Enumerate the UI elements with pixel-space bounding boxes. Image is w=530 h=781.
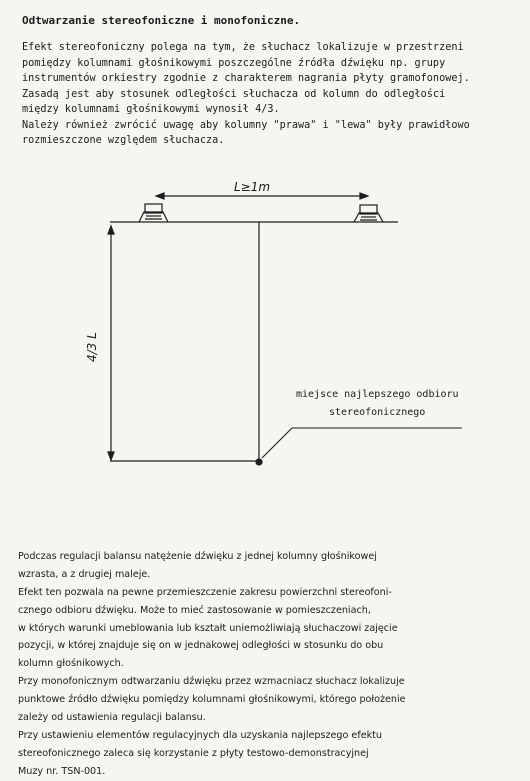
listening-spot-label: stereofonicznego <box>329 407 426 418</box>
lower-line: kolumn głośnikowych. <box>18 658 124 670</box>
right-speaker-icon <box>354 205 383 222</box>
listener-point <box>255 458 262 465</box>
lower-line: Podczas regulacji balansu natężenie dźwięku z jednej kolumny głośnikowej <box>18 551 377 562</box>
lower-line: wzrasta, a z drugiej maleje. <box>18 568 151 580</box>
lower-line: Muzy nr. TSN-001. <box>18 765 106 777</box>
lower-line: punktowe źródło dźwięku pomiędzy kolumnami głośnikowymi, którego położenie <box>18 694 406 706</box>
listening-spot-label: miejsce najlepszego odbioru <box>296 389 459 400</box>
intro-line: między kolumnami głośnikowymi wynosił 4/3. <box>22 104 280 115</box>
lower-line: pozycji, w której znajduje się on w jednakowej odległości w stosunku do obu <box>18 640 384 652</box>
intro-line: rozmieszczone względem słuchacza. <box>22 135 225 146</box>
lower-line: Przy ustawieniu elementów regulacyjnych dla uzyskania najlepszego efektu <box>18 729 383 741</box>
left-speaker-icon <box>139 204 168 222</box>
lower-line: w których warunki umeblowania lub kształt uniemożliwiają słuchaczowi zajęcie <box>18 622 398 634</box>
height-arrow <box>108 226 114 460</box>
lower-line: Przy monofonicznym odtwarzaniu dźwięku przez wzmacniacz słuchacz lokalizuje <box>18 676 405 688</box>
intro-line: Należy również zwrócić uwagę aby kolumny "prawa" i "lewa" były prawidłowo <box>22 119 470 131</box>
intro-line: instrumentów orkiestry zgodnie z charakterem nagrania płyty gramofonowej. <box>22 73 470 84</box>
lower-paragraph <box>18 548 406 781</box>
distance-label: L≥1m <box>234 180 271 194</box>
leader-line <box>262 428 462 458</box>
lower-line: cznego odbioru dźwięku. Może to mieć zastosowanie w pomieszczeniach, <box>18 604 371 616</box>
intro-line: Efekt stereofoniczny polega na tym, że słuchacz lokalizuje w przestrzeni <box>22 42 464 53</box>
height-label: 4/3 L <box>85 332 99 362</box>
page-title: Odtwarzanie stereofoniczne i monofoniczne. <box>22 14 301 27</box>
lower-line: zależy od ustawienia regulacji balansu. <box>18 712 206 724</box>
intro-line: pomiędzy kolumnami głośnikowymi poszczególne źródła dźwięku np. grupy <box>22 57 446 69</box>
lower-line: stereofonicznego zaleca się korzystanie z płyty testowo-demonstracyjnej <box>18 747 369 759</box>
intro-line: Zasadą jest aby stosunek odległości słuchacza od kolumn do odległości <box>22 88 446 100</box>
lower-line: Efekt ten pozwala na pewne przemieszczenie zakresu powierzchni stereofoni- <box>18 586 392 598</box>
